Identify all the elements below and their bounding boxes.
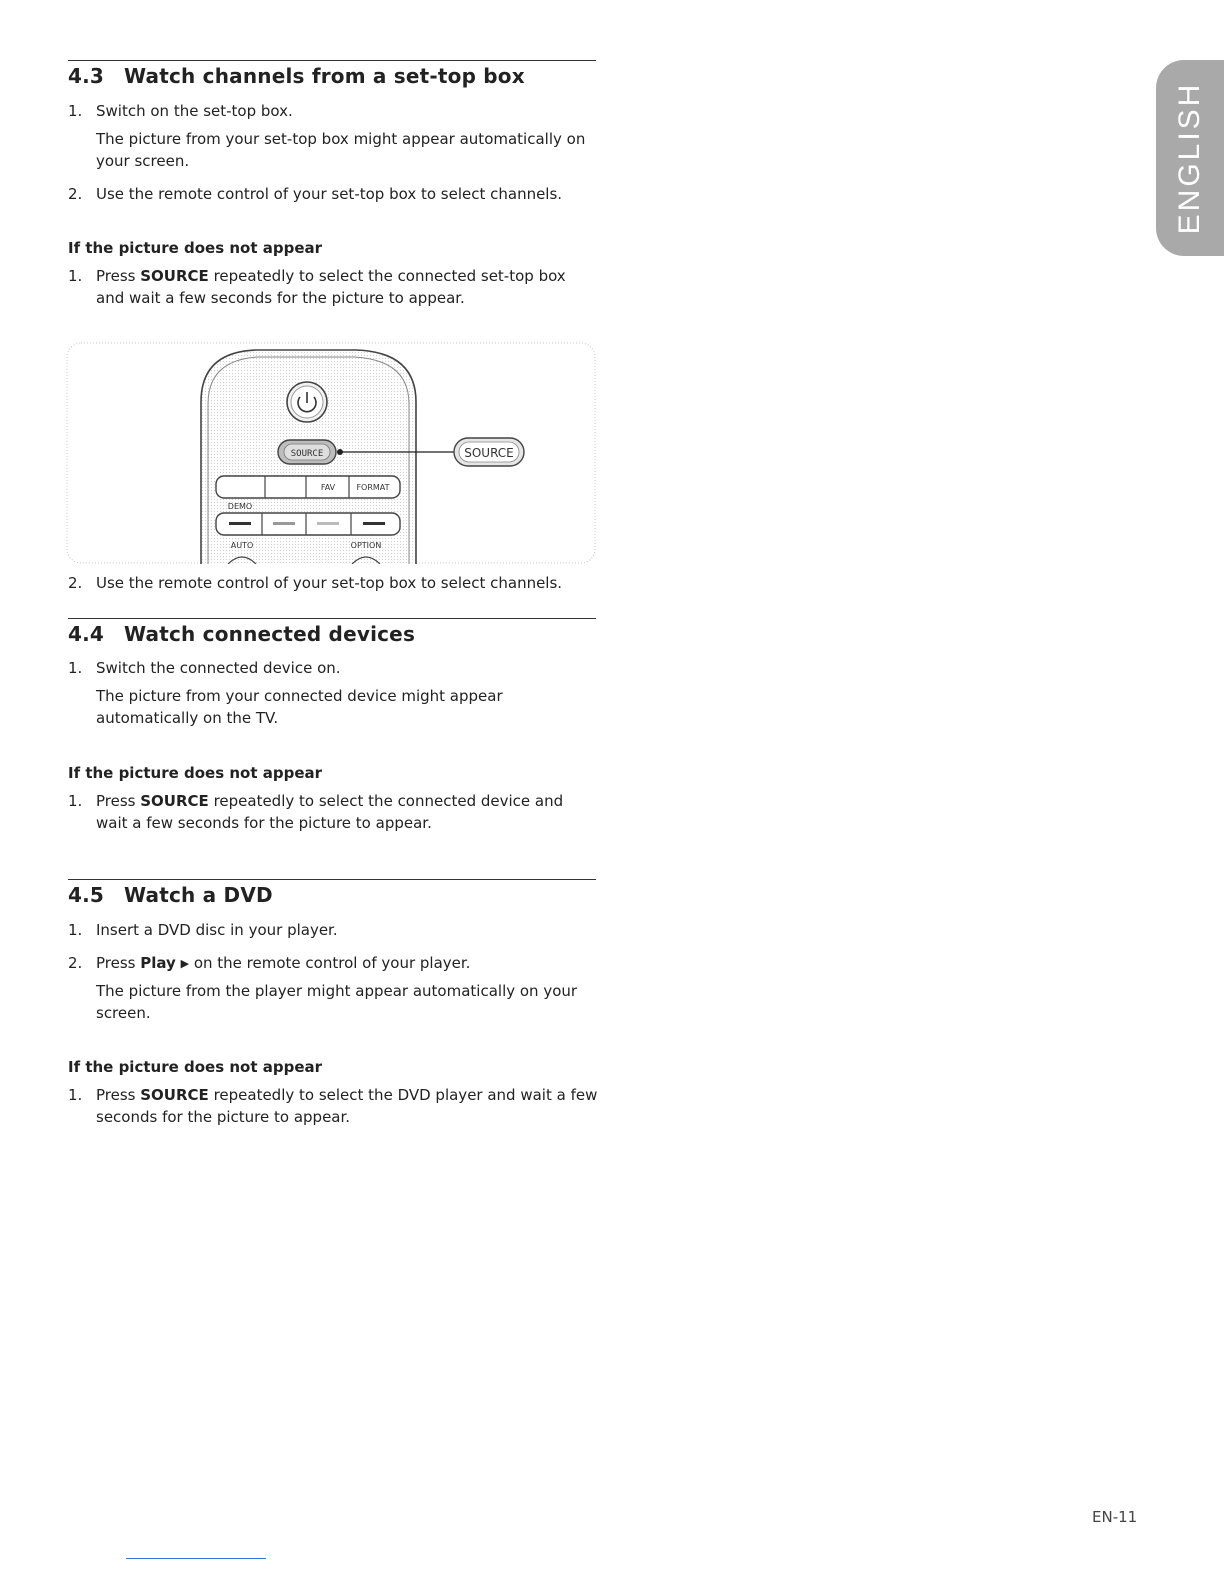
source-callout-label: SOURCE (464, 446, 514, 460)
red-key (229, 522, 251, 525)
section-number: 4.4 (68, 622, 105, 646)
item-number: 2. (68, 185, 83, 203)
remote-drawing (66, 342, 596, 564)
demo-label: DEMO (227, 502, 253, 511)
item-text: Press SOURCE repeatedly to select the connected device and wait a few seconds for the picture to appear. (96, 792, 564, 832)
list-item (68, 183, 598, 205)
item-number: 1. (68, 921, 83, 939)
play-icon: ▶ (180, 957, 190, 970)
item-number: 1. (68, 1086, 83, 1104)
section-divider (68, 60, 596, 61)
format-label: FORMAT (356, 483, 390, 492)
fav-label: FAV (320, 483, 336, 492)
key-name: SOURCE (140, 267, 209, 285)
list-item (68, 572, 598, 594)
key-name: SOURCE (140, 1086, 209, 1104)
remote-illustration (66, 342, 596, 564)
page-number: EN-11 (1092, 1508, 1138, 1526)
source-key-label: SOURCE (290, 449, 324, 459)
item-text: Insert a DVD disc in your player. (96, 921, 338, 939)
list-item (68, 919, 598, 941)
item-text: Switch the connected device on. (96, 659, 341, 677)
item-number: 1. (68, 792, 83, 810)
option-label: OPTION (350, 541, 382, 550)
item-text: Use the remote control of your set-top box to select channels. (96, 574, 563, 592)
list-item (68, 657, 598, 679)
list-item (68, 952, 598, 975)
language-tab-label: ENGLISH (1173, 81, 1206, 235)
list-item (68, 1084, 598, 1128)
subheading: If the picture does not appear (68, 239, 323, 257)
item-text: Use the remote control of your set-top box to select channels. (96, 185, 563, 203)
section-heading-4-3 (68, 64, 525, 88)
key-name: SOURCE (140, 792, 209, 810)
section-heading-4-5 (68, 883, 273, 907)
subheading: If the picture does not appear (68, 764, 323, 782)
yellow-key (317, 522, 339, 525)
section-title: Watch connected devices (124, 622, 416, 646)
item-number: 1. (68, 102, 83, 120)
item-number: 2. (68, 574, 83, 592)
item-text: Press SOURCE repeatedly to select the connected set-top box and wait a few seconds for the picture to appear. (96, 267, 566, 307)
section-divider (68, 879, 596, 880)
item-number: 1. (68, 659, 83, 677)
section-title: Watch channels from a set-top box (124, 64, 525, 88)
item-note: The picture from your connected device might appear automatically on the TV. (96, 687, 503, 727)
list-item (68, 790, 598, 834)
list-item (68, 100, 598, 122)
item-number: 1. (68, 267, 83, 285)
footer-rule (126, 1558, 266, 1559)
section-number: 4.5 (68, 883, 105, 907)
item-note: The picture from your set-top box might appear automatically on your screen. (96, 130, 586, 170)
section-divider (68, 618, 596, 619)
section-number: 4.3 (68, 64, 105, 88)
item-text: Press Play ▶ on the remote control of your player. (96, 954, 471, 972)
item-number: 2. (68, 954, 83, 972)
subheading: If the picture does not appear (68, 1058, 323, 1076)
auto-label: AUTO (230, 541, 254, 550)
green-key (273, 522, 295, 525)
list-item (68, 265, 598, 309)
blue-key (363, 522, 385, 525)
item-text: Press SOURCE repeatedly to select the DVD player and wait a few seconds for the picture to appear. (96, 1086, 598, 1126)
item-note: The picture from the player might appear automatically on your screen. (96, 982, 578, 1022)
item-text: Switch on the set-top box. (96, 102, 293, 120)
section-heading-4-4 (68, 622, 415, 646)
section-title: Watch a DVD (124, 883, 273, 907)
key-name: Play (140, 954, 176, 972)
